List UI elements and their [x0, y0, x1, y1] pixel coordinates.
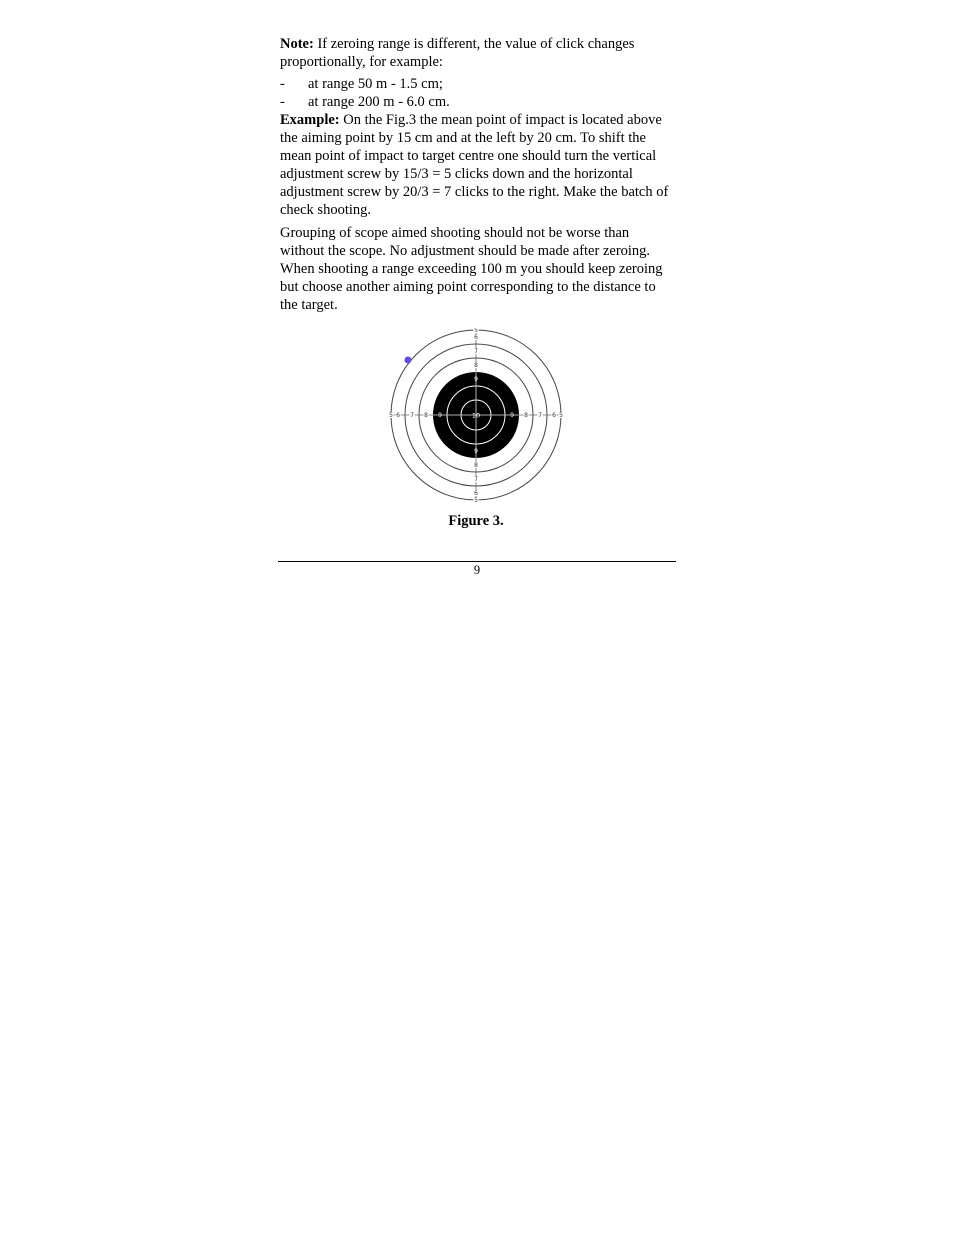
ring-label: 7 — [538, 412, 542, 420]
list-item — [280, 75, 672, 93]
ring-label: 8 — [474, 462, 478, 470]
page-body — [280, 35, 672, 314]
ring-label: 6 — [474, 490, 478, 498]
ring-label: 5 — [559, 412, 563, 420]
list-item-text: at range 50 m - 1.5 cm; — [308, 76, 443, 92]
ring-label: 5 — [389, 412, 393, 420]
ring-label: 7 — [474, 476, 478, 484]
center-label: 10 — [471, 411, 481, 420]
list-item — [280, 93, 672, 111]
example-paragraph — [280, 111, 672, 219]
ring-label: 6 — [552, 412, 556, 420]
ring-label: 8 — [474, 362, 478, 370]
figure-caption: Figure 3. — [448, 513, 504, 529]
list-item-text: at range 200 m - 6.0 cm. — [308, 94, 450, 110]
hit-mark — [405, 357, 412, 364]
ring-label: 9 — [510, 412, 514, 420]
ring-label: 5 — [474, 328, 478, 335]
note-label: Note: — [280, 36, 314, 52]
ring-label: 6 — [474, 334, 478, 342]
target-figure — [389, 328, 563, 502]
note-text: If zeroing range is different, the value of click changes proportionally, for example: — [280, 36, 635, 70]
ring-label: 9 — [474, 376, 478, 384]
ring-label: 6 — [396, 412, 400, 420]
ring-label: 8 — [424, 412, 428, 420]
list-marker: - — [280, 76, 285, 92]
grouping-paragraph: Grouping of scope aimed shooting should not be worse than without the scope. No adjustment should be made after zeroing. When shooting a range exceeding 100 m you should keep zeroing but choose another aiming point corresponding to the distance to the target. — [280, 225, 663, 313]
ring-label: 9 — [438, 412, 442, 420]
note-paragraph — [280, 35, 672, 71]
list-marker: - — [280, 94, 285, 110]
ring-label: 9 — [474, 448, 478, 456]
example-text: On the Fig.3 the mean point of impact is located above the aiming point by 15 cm and at the left by 20 cm. To shift the mean point of impact to target centre one should turn the vertical adjustment screw by 15/3 = 5 clicks down and the horizontal adjustment screw by 20/3 = 7 clicks to the right. Make the batch of check shooting. — [280, 112, 669, 218]
ring-label: 7 — [474, 348, 478, 356]
ring-label: 7 — [410, 412, 414, 420]
page-number: 9 — [473, 563, 481, 577]
ring-label: 5 — [474, 497, 478, 502]
example-label: Example: — [280, 112, 340, 128]
range-list — [280, 75, 672, 111]
ring-label: 8 — [524, 412, 528, 420]
